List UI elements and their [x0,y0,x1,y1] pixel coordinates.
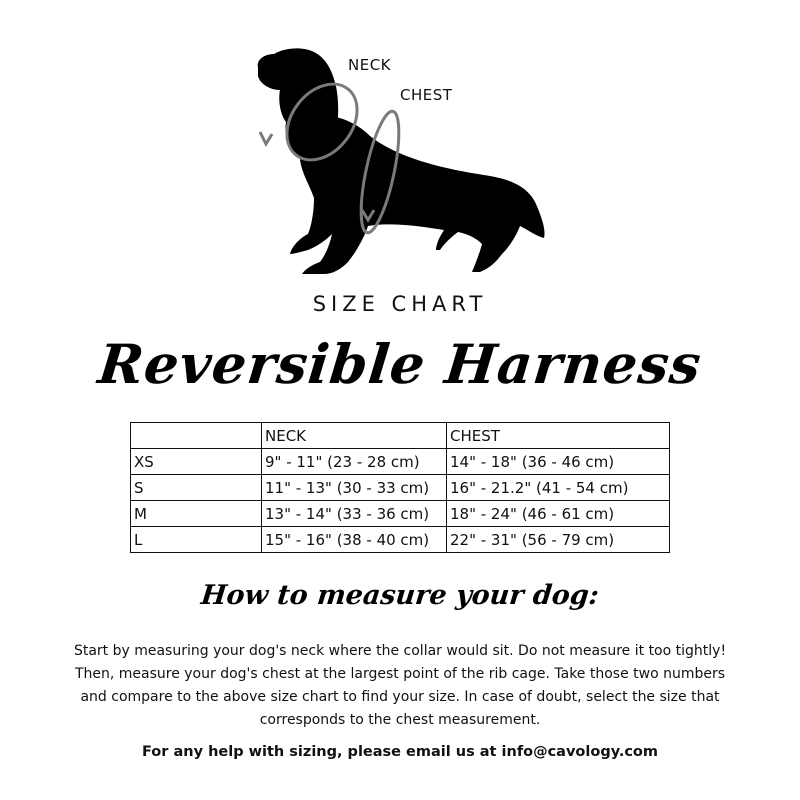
chest-cell: 16" - 21.2" (41 - 54 cm) [447,475,670,501]
size-cell: S [131,475,262,501]
header-neck: NECK [262,423,447,449]
chest-cell: 14" - 18" (36 - 46 cm) [447,449,670,475]
measure-instructions: Start by measuring your dog's neck where the collar would sit. Do not measure it too tightly! Then, measure your dog's chest at the largest point of the rib cage. Take those two numbers and compare to the above size chart to find your size. In case of doubt, select the size that corresponds to the chest measurement. [73,643,727,728]
chest-cell: 18" - 24" (46 - 61 cm) [447,501,670,527]
help-contact-text: For any help with sizing, please email us at info@cavology.com [141,744,658,760]
table-row [131,527,670,553]
neck-cell: 9" - 11" (23 - 28 cm) [262,449,447,475]
neck-diagram-label: NECK [348,56,392,74]
size-cell: XS [131,449,262,475]
neck-cell: 13" - 14" (33 - 36 cm) [262,501,447,527]
neck-arrow-icon [260,132,272,144]
dog-body [258,48,545,274]
table-header-row [131,423,670,449]
header-size [131,423,262,449]
size-cell: M [131,501,262,527]
neck-cell: 15" - 16" (38 - 40 cm) [262,527,447,553]
product-title: Reversible Harness [95,332,705,396]
header-chest: CHEST [447,423,670,449]
size-cell: L [131,527,262,553]
table-row [131,501,670,527]
how-to-measure-heading: How to measure your dog: [199,580,601,611]
chest-cell: 22" - 31" (56 - 79 cm) [447,527,670,553]
size-chart-heading: SIZE CHART [312,292,488,316]
table-row [131,475,670,501]
dog-silhouette-icon [240,40,560,280]
chest-diagram-label: CHEST [400,86,453,104]
table-row [131,449,670,475]
size-table [130,422,670,553]
neck-cell: 11" - 13" (30 - 33 cm) [262,475,447,501]
